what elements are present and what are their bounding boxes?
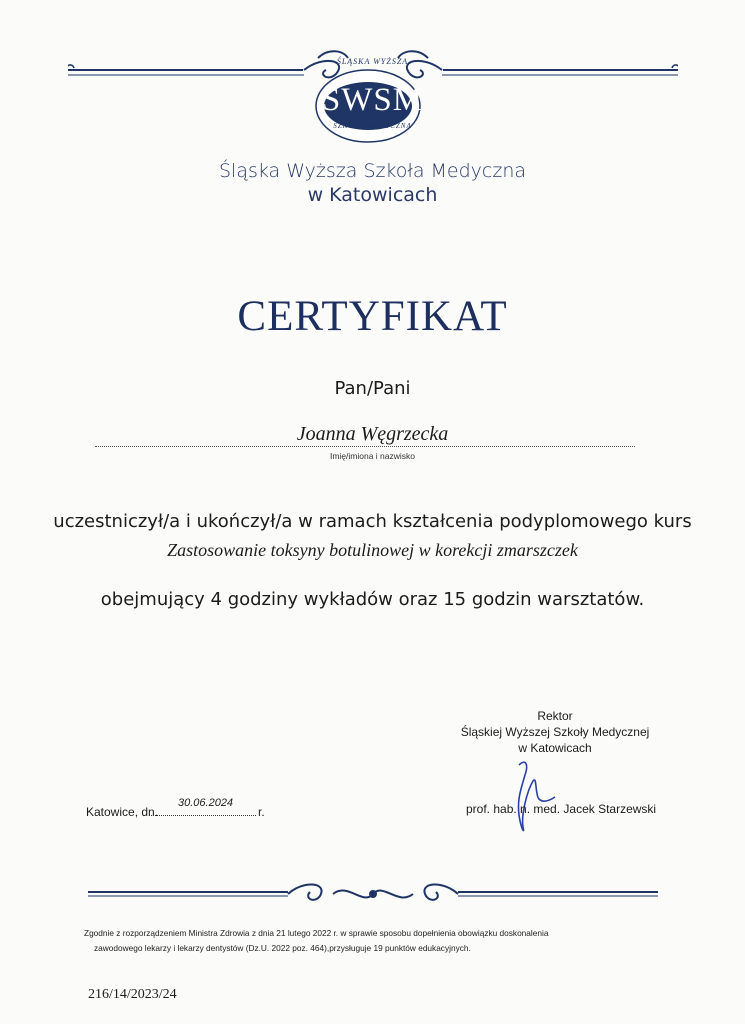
- institution-city: w Katowicach: [307, 184, 438, 206]
- issue-date: 30.06.2024: [178, 797, 234, 809]
- name-dotted-line: [95, 446, 635, 447]
- place-label: Katowice, dn.: [86, 805, 159, 819]
- course-scope: obejmujący 4 godziny wykładów oraz 15 godzin warsztatów.: [100, 589, 645, 610]
- date-suffix: r.: [258, 805, 265, 819]
- logo-arc-top-text: ŚLĄSKA WYŻSZA: [336, 57, 409, 66]
- date-dotted-line: [149, 815, 256, 816]
- legal-note-line2: zawodowego lekarzy i lekarzy dentystów (Dz.U. 2022 poz. 464),przysługuje 19 punktów edukacyjnych.: [94, 943, 471, 953]
- logo-abbreviation: SWSM: [321, 82, 424, 118]
- rektor-city: w Katowicach: [518, 741, 592, 755]
- rektor-institution: Śląskiej Wyższej Szkoły Medycznej: [460, 725, 650, 739]
- certificate-number: 216/14/2023/24: [88, 987, 177, 1002]
- institution-name: Śląska Wyższa Szkoła Medyczna: [218, 160, 526, 182]
- logo-arc-bottom-text: SZKOŁA MEDYCZNA: [333, 122, 412, 130]
- course-title: Zastosowanie toksyny botulinowej w korekcji zmarszczek: [167, 540, 578, 560]
- rektor-title: Rektor: [537, 709, 573, 723]
- recipient-name: Joanna Węgrzecka: [296, 423, 449, 445]
- name-caption: Imię/imiona i nazwisko: [329, 451, 416, 461]
- bottom-ornament-divider: [88, 876, 658, 912]
- legal-note-line1: Zgodnie z rozporządzeniem Ministra Zdrowia z dnia 21 lutego 2022 r. w sprawie sposobu dopełnienia obowiązku doskonalenia: [84, 928, 549, 938]
- certificate-title: CERTYFIKAT: [237, 293, 508, 340]
- salutation: Pan/Pani: [334, 378, 411, 399]
- completion-statement: uczestniczył/a i ukończył/a w ramach kształcenia podyplomowego kurs: [53, 511, 692, 532]
- handwritten-signature: [505, 755, 565, 837]
- signatory-name: prof. hab. n. med. Jacek Starzewski: [466, 802, 657, 816]
